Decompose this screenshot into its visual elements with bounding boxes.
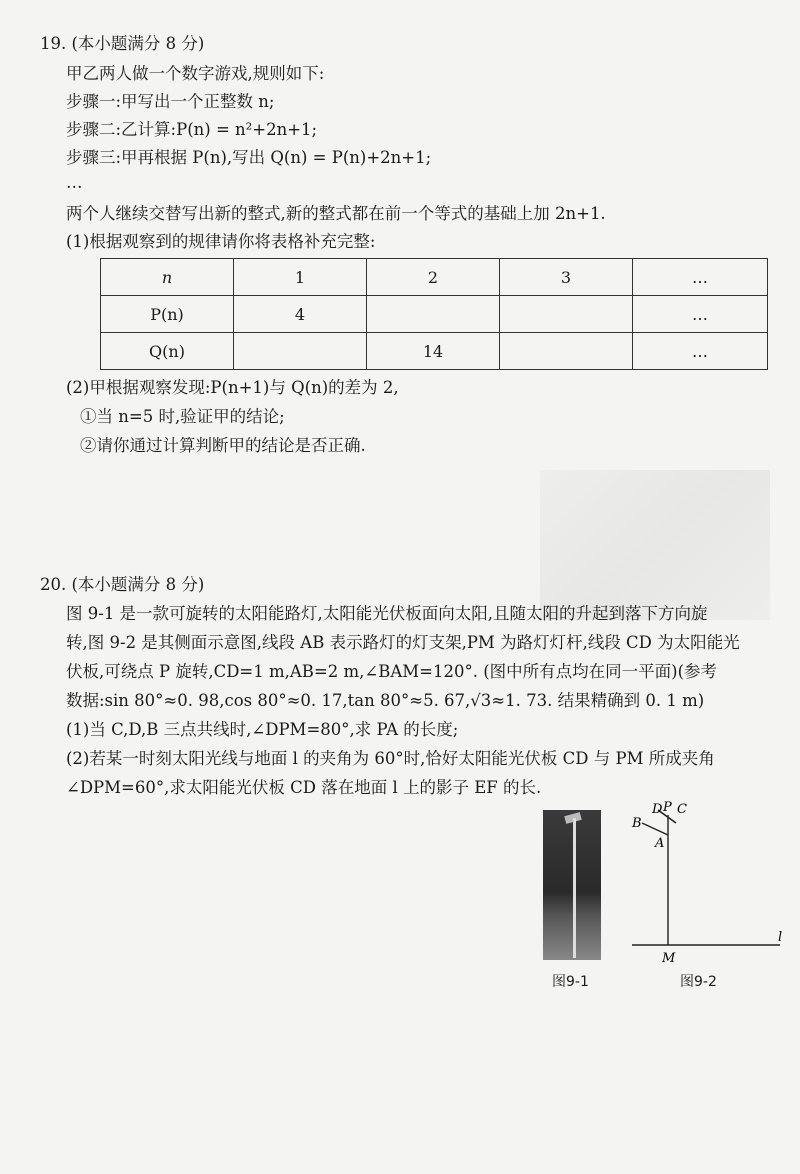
q19-header: 19. (本小题满分 8 分) <box>40 34 205 53</box>
table-cell-empty <box>500 296 633 333</box>
table-cell: 3 <box>500 259 633 296</box>
bracket-line-ab <box>642 823 668 835</box>
table-cell-empty <box>367 296 500 333</box>
table-cell: 2 <box>367 259 500 296</box>
side-view-diagram <box>620 795 790 970</box>
lamp-pole-shape <box>573 818 576 958</box>
table-cell: 1 <box>234 259 367 296</box>
table-cell-empty <box>234 333 367 370</box>
fig2-caption: 图9-2 <box>680 974 717 990</box>
q19-line-4: 步骤三:甲再根据 P(n),写出 Q(n) = P(n)+2n+1; <box>66 148 432 167</box>
table-cell: 14 <box>367 333 500 370</box>
label-l: l <box>778 930 783 945</box>
label-a: A <box>655 836 665 851</box>
paper-fold-shadow <box>540 470 770 620</box>
q19-table <box>100 258 768 370</box>
q20-line-7: ∠DPM=60°,求太阳能光伏板 CD 落在地面 l 上的影子 EF 的长. <box>66 778 542 797</box>
table-cell: n <box>101 259 234 296</box>
label-d: D <box>652 802 663 817</box>
table-cell-empty <box>500 333 633 370</box>
q19-line-2: 步骤一:甲写出一个正整数 n; <box>66 92 275 111</box>
q20-line-3: 伏板,可绕点 P 旋转,CD=1 m,AB=2 m,∠BAM=120°. (图中所有点均在同一平面)(参考 <box>66 662 718 681</box>
q20-line-5: (1)当 C,D,B 三点共线时,∠DPM=80°,求 PA 的长度; <box>66 720 459 739</box>
table-row <box>101 333 768 370</box>
q19-line-1: 甲乙两人做一个数字游戏,规则如下: <box>66 64 325 83</box>
label-p: P <box>663 800 672 815</box>
table-row <box>101 259 768 296</box>
table-cell: Q(n) <box>101 333 234 370</box>
q19-line-7: (1)根据观察到的规律请你将表格补充完整: <box>66 232 376 251</box>
label-c: C <box>677 802 687 817</box>
table-cell: P(n) <box>101 296 234 333</box>
label-m: M <box>662 951 676 966</box>
q19-part2-line-2: ①当 n=5 时,验证甲的结论; <box>80 407 285 426</box>
table-cell: … <box>633 259 768 296</box>
table-cell: 4 <box>234 296 367 333</box>
label-b: B <box>632 816 642 831</box>
street-lamp-photo <box>543 810 601 960</box>
fig1-caption: 图9-1 <box>552 974 589 990</box>
q19-line-6: 两个人继续交替写出新的整式,新的整式都在前一个等式的基础上加 2n+1. <box>66 204 606 223</box>
q20-line-2: 转,图 9-2 是其侧面示意图,线段 AB 表示路灯的灯支架,PM 为路灯灯杆,线段 CD 为太阳能光 <box>66 633 740 652</box>
q19-line-5: … <box>66 173 83 192</box>
q19-part2-line-1: (2)甲根据观察发现:P(n+1)与 Q(n)的差为 2, <box>66 378 399 397</box>
q20-line-4: 数据:sin 80°≈0. 98,cos 80°≈0. 17,tan 80°≈5. 67,√3≈1. 73. 结果精确到 0. 1 m) <box>66 691 705 710</box>
q20-line-6: (2)若某一时刻太阳光线与地面 l 的夹角为 60°时,恰好太阳能光伏板 CD 与 PM 所成夹角 <box>66 749 715 768</box>
q20-line-1: 图 9-1 是一款可旋转的太阳能路灯,太阳能光伏板面向太阳,且随太阳的升起到落下方向旋 <box>66 604 708 623</box>
q20-header: 20. (本小题满分 8 分) <box>40 575 205 594</box>
table-cell: … <box>633 296 768 333</box>
q19-line-3: 步骤二:乙计算:P(n) = n²+2n+1; <box>66 120 318 139</box>
table-row <box>101 296 768 333</box>
table-cell: … <box>633 333 768 370</box>
q19-part2-line-3: ②请你通过计算判断甲的结论是否正确. <box>80 436 366 455</box>
